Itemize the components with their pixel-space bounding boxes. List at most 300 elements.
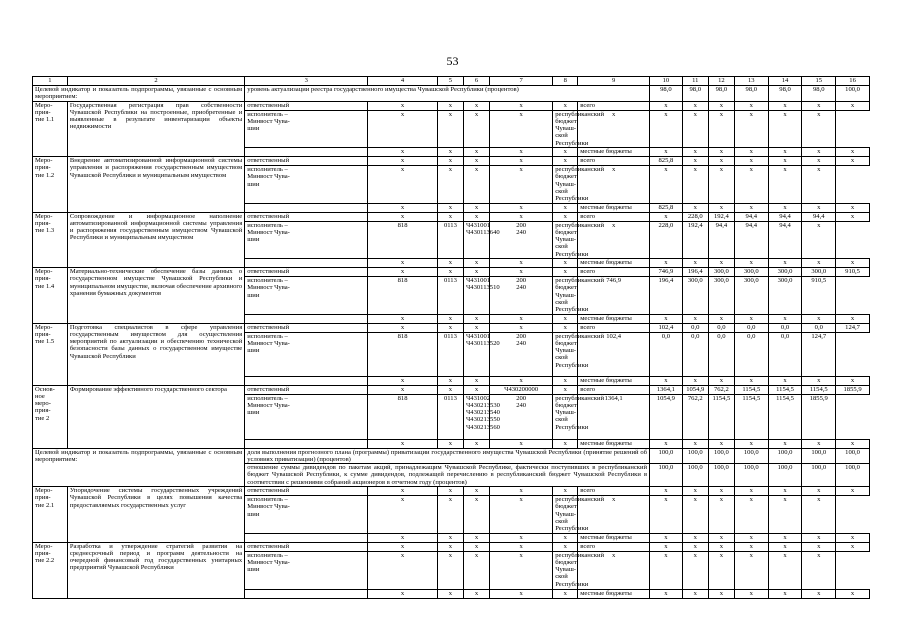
x-cell: x	[437, 203, 463, 212]
rzpr-cell: 0113	[437, 277, 463, 314]
indicator-value: 100,0	[836, 464, 870, 487]
x-cell: x	[368, 148, 438, 157]
value-cell: x	[682, 496, 708, 533]
indicator-value: 98,0	[650, 86, 683, 102]
value-cell: 910,5	[836, 268, 870, 277]
value-cell: 746,9	[650, 268, 683, 277]
x-cell: x	[368, 533, 438, 542]
measure-label: Меро- прия- тие 2.1	[33, 487, 68, 542]
indicator-value: 98,0	[708, 86, 734, 102]
measure-row	[33, 268, 870, 277]
budget-republic-label: республиканский бюджет Чуваш- ской Республики	[553, 496, 578, 533]
value-cell: x	[578, 551, 650, 589]
x-cell: x	[437, 551, 463, 589]
x-cell: x	[368, 551, 438, 589]
measure-text: Сопровождение и информационное наполнение автоматизированной информационной системы управления и распоряжения государственным имуществом Чувашской Республики и муниципальным имуществом	[67, 212, 244, 267]
x-cell: x	[437, 110, 463, 147]
x-cell: x	[490, 551, 553, 589]
role-executor: исполнитель – Минвост Чува- шии	[245, 332, 368, 376]
role-executor: исполнитель – Минвост Чува- шии	[245, 166, 368, 203]
value-cell: 94,4	[734, 221, 768, 258]
value-cell: x	[578, 221, 650, 258]
value-cell: 825,8	[650, 203, 683, 212]
value-cell: x	[802, 487, 836, 496]
indicator-value: 100,0	[682, 464, 708, 487]
csr-cell: Ч431001 Ч430113520	[463, 332, 489, 376]
x-cell: x	[368, 439, 438, 448]
x-cell: x	[553, 268, 578, 277]
value-cell: x	[708, 533, 734, 542]
value-cell: 124,7	[836, 323, 870, 332]
value-cell: 1054,9	[682, 385, 708, 394]
value-cell: 94,4	[734, 212, 768, 221]
value-cell: 94,4	[768, 212, 802, 221]
value-cell: x	[708, 542, 734, 551]
budget-local-label: местные бюджеты	[578, 259, 650, 268]
column-number: 9	[578, 77, 650, 86]
value-cell: x	[802, 166, 836, 203]
x-cell: x	[463, 376, 489, 385]
value-cell: x	[836, 212, 870, 221]
value-cell: 0,0	[708, 323, 734, 332]
indicator-value: 100,0	[650, 448, 683, 464]
measure-label: Меро- прия- тие 1.5	[33, 323, 68, 385]
x-cell: x	[553, 439, 578, 448]
value-cell: x	[682, 157, 708, 166]
x-cell: x	[437, 323, 463, 332]
vr-cell: 200 240	[490, 277, 553, 314]
role-executor: исполнитель – Минвост Чува- шии	[245, 496, 368, 533]
x-cell: x	[553, 589, 578, 598]
grbs-cell: 818	[368, 332, 438, 376]
x-cell: x	[463, 439, 489, 448]
value-cell: 0,0	[802, 323, 836, 332]
value-cell: x	[578, 496, 650, 533]
column-number: 14	[768, 77, 802, 86]
x-cell: x	[463, 212, 489, 221]
value-cell: 102,4	[650, 323, 683, 332]
x-cell: x	[490, 376, 553, 385]
indicator-value: 100,0	[734, 448, 768, 464]
x-cell: x	[490, 496, 553, 533]
x-cell: x	[368, 314, 438, 323]
rzpr-cell: 0113	[437, 332, 463, 376]
value-cell: x	[836, 314, 870, 323]
budget-local-label: местные бюджеты	[578, 314, 650, 323]
indicator-row	[33, 86, 870, 102]
grbs-cell: 818	[368, 277, 438, 314]
role-responsible: ответственный	[245, 385, 368, 394]
value-cell: 1855,9	[802, 394, 836, 439]
x-cell: x	[490, 259, 553, 268]
value-cell: x	[708, 110, 734, 147]
measure-label: Меро- прия- тие 1.3	[33, 212, 68, 267]
column-number: 8	[553, 77, 578, 86]
value-cell: x	[836, 259, 870, 268]
vr-cell: 200 240	[490, 332, 553, 376]
value-cell: 196,4	[650, 277, 683, 314]
x-cell: x	[437, 314, 463, 323]
budget-local-label: местные бюджеты	[578, 589, 650, 598]
x-cell: x	[553, 376, 578, 385]
value-cell: x	[708, 166, 734, 203]
value-cell: x	[836, 589, 870, 598]
budget-total-label: всего	[578, 385, 650, 394]
x-cell: x	[553, 203, 578, 212]
column-number: 15	[802, 77, 836, 86]
value-cell: x	[768, 101, 802, 110]
budget-local-label: местные бюджеты	[578, 439, 650, 448]
column-number: 7	[490, 77, 553, 86]
value-cell: 0,0	[682, 332, 708, 376]
x-cell: x	[437, 268, 463, 277]
value-cell: x	[682, 542, 708, 551]
measure-label: Меро- прия- тие 1.4	[33, 268, 68, 323]
x-cell: x	[553, 259, 578, 268]
x-cell: x	[437, 259, 463, 268]
budget-local-label: местные бюджеты	[578, 376, 650, 385]
value-cell: x	[708, 101, 734, 110]
x-cell: x	[368, 323, 438, 332]
value-cell: x	[650, 551, 683, 589]
x-cell: x	[463, 551, 489, 589]
indicator-value: 100,0	[650, 464, 683, 487]
measure-text: Государственная регистрация прав собственности Чувашской Республики на построенные, приобретенные и выявленные в результате инвентаризации объекты недвижимости	[67, 101, 244, 156]
value-cell: 124,7	[802, 332, 836, 376]
measure-row	[33, 487, 870, 496]
value-cell: x	[682, 439, 708, 448]
value-cell: 1154,5	[734, 394, 768, 439]
value-cell: x	[768, 203, 802, 212]
value-cell: x	[650, 212, 683, 221]
budget-republic-label: республиканский бюджет Чуваш- ской Республики	[553, 394, 578, 439]
value-cell: 746,9	[578, 277, 650, 314]
x-cell: x	[490, 589, 553, 598]
value-cell: 102,4	[578, 332, 650, 376]
role-responsible: ответственный	[245, 323, 368, 332]
value-cell: 762,2	[682, 394, 708, 439]
x-cell: x	[437, 212, 463, 221]
x-cell: x	[368, 212, 438, 221]
column-number: 16	[836, 77, 870, 86]
column-number: 3	[245, 77, 368, 86]
empty-cell	[245, 533, 368, 542]
role-executor: исполнитель – Минвост Чува- шии	[245, 277, 368, 314]
value-cell: x	[768, 496, 802, 533]
value-cell: x	[802, 314, 836, 323]
x-cell: x	[490, 314, 553, 323]
value-cell: 228,0	[650, 221, 683, 258]
x-cell: x	[368, 203, 438, 212]
role-responsible: ответственный	[245, 101, 368, 110]
x-cell: x	[437, 157, 463, 166]
program-table	[32, 76, 870, 599]
column-number: 11	[682, 77, 708, 86]
x-cell: x	[368, 268, 438, 277]
csr-cell: x	[490, 323, 553, 332]
x-cell: x	[463, 268, 489, 277]
x-cell: x	[463, 496, 489, 533]
value-cell: x	[734, 148, 768, 157]
value-cell: x	[708, 157, 734, 166]
value-cell: x	[708, 487, 734, 496]
measure-label: Основ- ное меро- прия- тие 2	[33, 385, 68, 448]
x-cell: x	[368, 157, 438, 166]
value-cell: x	[682, 533, 708, 542]
csr-cell: x	[490, 268, 553, 277]
column-number: 4	[368, 77, 438, 86]
value-cell: x	[802, 259, 836, 268]
indicator-value: 100,0	[682, 448, 708, 464]
page-number: 53	[446, 54, 459, 68]
role-responsible: ответственный	[245, 542, 368, 551]
value-cell: x	[650, 542, 683, 551]
x-cell: x	[437, 487, 463, 496]
x-cell: x	[463, 385, 489, 394]
x-cell: x	[437, 376, 463, 385]
vr-cell: 200 240	[490, 221, 553, 258]
header-row	[33, 77, 870, 86]
value-cell: x	[682, 166, 708, 203]
value-cell: x	[768, 110, 802, 147]
value-cell: x	[734, 166, 768, 203]
x-cell: x	[437, 589, 463, 598]
x-cell: x	[368, 542, 438, 551]
measure-row	[33, 157, 870, 166]
value-cell: 192,4	[682, 221, 708, 258]
value-cell: x	[734, 157, 768, 166]
value-cell: x	[734, 487, 768, 496]
budget-republic-label: республиканский бюджет Чуваш- ской Республики	[553, 110, 578, 147]
value-cell: x	[682, 589, 708, 598]
value-cell: x	[682, 101, 708, 110]
value-cell: 1154,5	[768, 394, 802, 439]
value-cell: x	[768, 589, 802, 598]
value-cell: x	[734, 376, 768, 385]
budget-total-label: всего	[578, 101, 650, 110]
indicator-label: Целевой индикатор и показатель подпрограммы, увязанные с основным мероприятием:	[33, 448, 245, 486]
value-cell: 910,5	[802, 277, 836, 314]
x-cell: x	[553, 542, 578, 551]
value-cell: 300,0	[708, 277, 734, 314]
value-cell: x	[708, 439, 734, 448]
value-cell: x	[836, 533, 870, 542]
value-cell: 825,8	[650, 157, 683, 166]
indicator-value: 100,0	[802, 464, 836, 487]
budget-republic-label: республиканский бюджет Чуваш- ской Республики	[553, 221, 578, 258]
value-cell: x	[768, 533, 802, 542]
empty-cell	[245, 589, 368, 598]
value-cell: x	[836, 203, 870, 212]
x-cell: x	[368, 496, 438, 533]
x-cell: x	[437, 439, 463, 448]
budget-local-label: местные бюджеты	[578, 148, 650, 157]
budget-republic-label: республиканский бюджет Чуваш- ской Республики	[553, 277, 578, 314]
x-cell: x	[490, 166, 553, 203]
indicator-value: 100,0	[836, 86, 870, 102]
column-number: 12	[708, 77, 734, 86]
empty-cell	[245, 439, 368, 448]
value-cell: 0,0	[734, 323, 768, 332]
value-cell: 1364,1	[578, 394, 650, 439]
budget-total-label: всего	[578, 323, 650, 332]
x-cell: x	[553, 212, 578, 221]
csr-cell: Ч431002 Ч430213530 Ч430213540 Ч430213550 Ч430213560	[463, 394, 489, 439]
value-cell: 1855,9	[836, 385, 870, 394]
measure-row	[33, 323, 870, 332]
x-cell: x	[553, 314, 578, 323]
value-cell: x	[768, 487, 802, 496]
value-cell: x	[768, 314, 802, 323]
value-cell: 1154,5	[734, 385, 768, 394]
grbs-cell: 818	[368, 221, 438, 258]
value-cell: x	[768, 551, 802, 589]
x-cell: x	[437, 101, 463, 110]
value-cell: 300,0	[768, 268, 802, 277]
x-cell: x	[463, 589, 489, 598]
value-cell: x	[802, 221, 836, 258]
measure-text: Формирование эффективного государственного сектора	[67, 385, 244, 448]
value-cell: x	[734, 551, 768, 589]
column-number: 13	[734, 77, 768, 86]
indicator-label: Целевой индикатор и показатель подпрограммы, увязанные с основным мероприятием:	[33, 86, 245, 102]
csr-cell: x	[490, 487, 553, 496]
value-cell: x	[650, 314, 683, 323]
value-cell: x	[734, 496, 768, 533]
value-cell: 228,0	[682, 212, 708, 221]
x-cell: x	[553, 533, 578, 542]
budget-local-label: местные бюджеты	[578, 533, 650, 542]
value-cell: x	[682, 376, 708, 385]
value-cell: x	[682, 551, 708, 589]
x-cell: x	[463, 110, 489, 147]
x-cell: x	[463, 487, 489, 496]
value-cell: x	[650, 496, 683, 533]
indicator-value: 100,0	[708, 448, 734, 464]
x-cell: x	[463, 259, 489, 268]
value-cell: x	[802, 203, 836, 212]
indicator-text: отношение суммы дивидендов по пакетам акций, принадлежащим Чувашской Республике, фактически поступивших в республиканский бюджет Чувашской Республики, к сумме дивидендов, подлежащей перечислению в республиканский бюджет Чувашской Республики в соответствии с решениями собраний акционеров в отчетном году (процентов)	[245, 464, 650, 487]
x-cell: x	[490, 203, 553, 212]
value-cell: x	[802, 101, 836, 110]
role-executor: исполнитель – Минвост Чува- шии	[245, 551, 368, 589]
x-cell: x	[553, 148, 578, 157]
value-cell: x	[802, 157, 836, 166]
value-cell: x	[650, 166, 683, 203]
value-cell: x	[768, 439, 802, 448]
indicator-text: доля выполнения прогнозного плана (программы) приватизации государственного имущества Чувашской Республики (принятие решений об условиях приватизации) (процентов)	[245, 448, 650, 464]
value-cell: x	[836, 157, 870, 166]
x-cell: x	[463, 314, 489, 323]
x-cell: x	[437, 542, 463, 551]
value-cell: x	[682, 110, 708, 147]
indicator-value: 98,0	[802, 86, 836, 102]
value-cell: x	[836, 148, 870, 157]
value-cell: 94,4	[802, 212, 836, 221]
value-cell: x	[734, 203, 768, 212]
value-cell: x	[768, 376, 802, 385]
budget-republic-label: республиканский бюджет Чуваш- ской Республики	[553, 551, 578, 589]
value-cell: x	[836, 439, 870, 448]
value-cell: x	[708, 203, 734, 212]
x-cell: x	[368, 110, 438, 147]
measure-text: Подготовка специалистов в сфере управления государственным имуществом для осуществления мероприятий по актуализации и обеспечению технической безопасности базы данных о государственном имуществе Чувашской Республики	[67, 323, 244, 385]
value-cell: x	[836, 542, 870, 551]
role-executor: исполнитель – Минвост Чува- шии	[245, 110, 368, 147]
budget-total-label: всего	[578, 212, 650, 221]
csr-cell: x	[490, 101, 553, 110]
role-responsible: ответственный	[245, 268, 368, 277]
role-executor: исполнитель – Минвост Чува- шии	[245, 394, 368, 439]
value-cell: x	[578, 166, 650, 203]
value-cell: 300,0	[734, 268, 768, 277]
rzpr-cell: 0113	[437, 221, 463, 258]
value-cell: x	[734, 314, 768, 323]
budget-local-label: местные бюджеты	[578, 203, 650, 212]
x-cell: x	[490, 439, 553, 448]
value-cell: x	[802, 551, 836, 589]
budget-republic-label: республиканский бюджет Чуваш- ской Республики	[553, 166, 578, 203]
value-cell: x	[708, 148, 734, 157]
value-cell: x	[734, 439, 768, 448]
value-cell: x	[768, 259, 802, 268]
csr-cell: x	[490, 157, 553, 166]
measure-label: Меро- прия- тие 1.1	[33, 101, 68, 156]
value-cell: x	[836, 101, 870, 110]
role-responsible: ответственный	[245, 212, 368, 221]
value-cell: 0,0	[708, 332, 734, 376]
csr-cell: Ч431001 Ч430113510	[463, 277, 489, 314]
budget-total-label: всего	[578, 268, 650, 277]
empty-cell	[245, 259, 368, 268]
value-cell: 1154,5	[802, 385, 836, 394]
x-cell: x	[437, 148, 463, 157]
value-cell: x	[802, 589, 836, 598]
measure-text: Внедрение автоматизированной информационной системы управления и распоряжения государственным имуществом Чувашской Республики и муниципальным имуществом	[67, 157, 244, 212]
value-cell: x	[650, 101, 683, 110]
value-cell: 300,0	[682, 277, 708, 314]
x-cell: x	[437, 385, 463, 394]
value-cell: x	[734, 110, 768, 147]
empty-cell	[245, 203, 368, 212]
empty-cell	[245, 148, 368, 157]
x-cell: x	[490, 110, 553, 147]
value-cell: x	[708, 314, 734, 323]
column-number: 6	[463, 77, 489, 86]
value-cell: 94,4	[768, 221, 802, 258]
value-cell: x	[708, 589, 734, 598]
value-cell: 0,0	[768, 323, 802, 332]
vr-cell: 200 240	[490, 394, 553, 439]
x-cell: x	[437, 496, 463, 533]
x-cell: x	[368, 166, 438, 203]
x-cell: x	[463, 323, 489, 332]
value-cell: x	[802, 439, 836, 448]
indicator-value: 100,0	[768, 448, 802, 464]
indicator-value: 100,0	[802, 448, 836, 464]
x-cell: x	[463, 157, 489, 166]
value-cell: x	[802, 110, 836, 147]
csr-cell: Ч431001 Ч430113640	[463, 221, 489, 258]
value-cell: x	[768, 157, 802, 166]
x-cell: x	[553, 487, 578, 496]
column-number: 10	[650, 77, 683, 86]
value-cell: x	[682, 203, 708, 212]
x-cell: x	[553, 101, 578, 110]
value-cell: 0,0	[734, 332, 768, 376]
value-cell: x	[682, 314, 708, 323]
empty-cell	[245, 376, 368, 385]
